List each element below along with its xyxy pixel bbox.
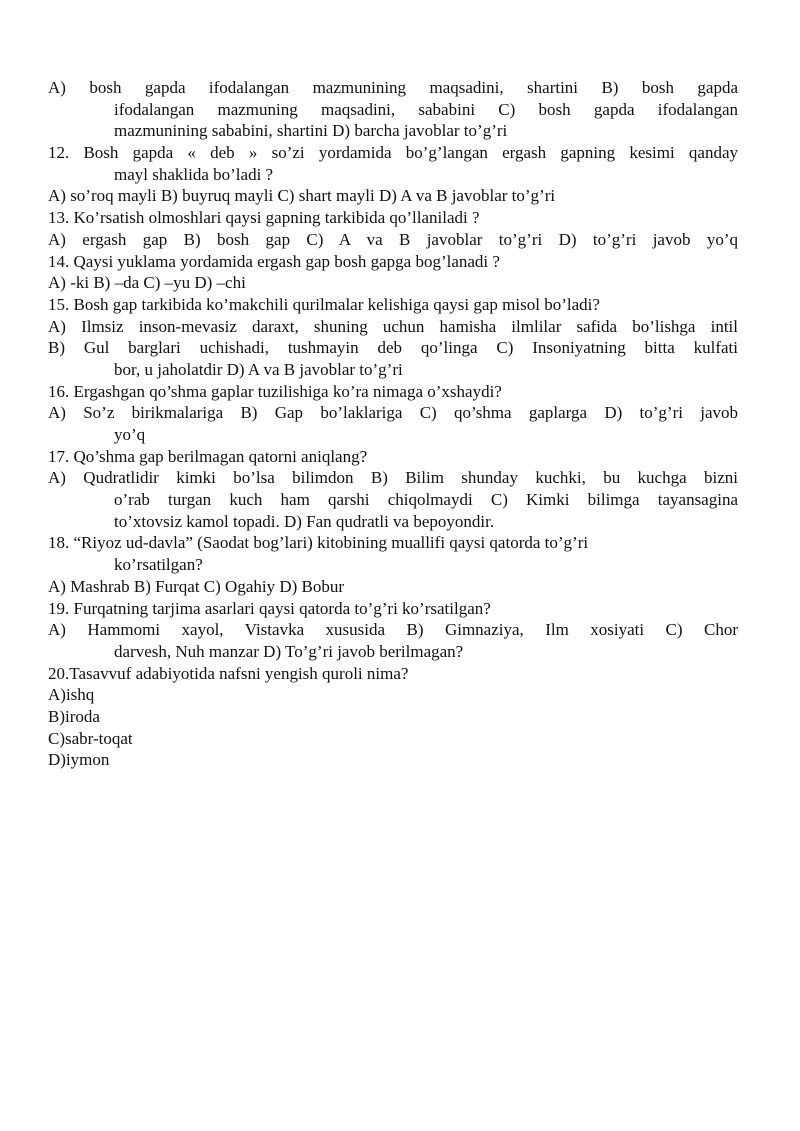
text-line: mazmunining sababini, shartini D) barcha javoblar to’g’ri — [114, 121, 508, 141]
text-line: to’xtovsiz kamol topadi. D) Fan qudratli va bepoyondir. — [114, 511, 495, 531]
option-c: C)sabr-toqat — [48, 728, 133, 748]
question-13: 13. Ko’rsatish olmoshlari qaysi gapning tarkibida qo’llaniladi ? — [48, 208, 480, 228]
question-16: 16. Ergashgan qo’shma gaplar tuzilishiga ko’ra nimaga o’xshaydi? — [48, 381, 502, 401]
text-line: mayl shaklida bo’ladi ? — [114, 164, 274, 184]
option-b: B)iroda — [48, 706, 100, 726]
option-d: D)iymon — [48, 750, 110, 770]
text-line: A) bosh gapda ifodalangan mazmunining maqsadini, shartini B) bosh gapda — [48, 78, 738, 97]
answer-line: A) so’roq mayli B) buyruq mayli C) shart mayli D) A va B javoblar to’g’ri — [48, 186, 556, 206]
answer-line: A) -ki B) –da C) –yu D) –chi — [48, 273, 246, 293]
text-line: darvesh, Nuh manzar D) To’g’ri javob berilmagan? — [114, 641, 464, 661]
question-12: 12. Bosh gapda « deb » so’zi yordamida bo’g’langan ergash gapning kesimi qanday — [48, 143, 738, 163]
question-20: 20.Tasavvuf adabiyotida nafsni yengish quroli nima? — [48, 663, 409, 683]
answer-line: A) Ilmsiz inson-mevasiz daraxt, shuning uchun hamisha ilmlilar safida bo’lishga intil — [48, 316, 738, 336]
question-18: 18. “Riyoz ud-davla” (Saodat bog’lari) kitobining muallifi qaysi qatorda to’g’ri — [48, 533, 589, 553]
question-19: 19. Furqatning tarjima asarlari qaysi qatorda to’g’ri ko’rsatilgan? — [48, 598, 491, 618]
answer-line: A) Hammomi xayol, Vistavka xususida B) Gimnaziya, Ilm xosiyati C) Chor — [48, 620, 738, 640]
answer-line: B) Gul barglari uchishadi, tushmayin deb qo’linga C) Insoniyatning bitta kulfati — [48, 338, 738, 358]
option-a: A)ishq — [48, 685, 95, 705]
question-14: 14. Qaysi yuklama yordamida ergash gap bosh gapga bog’lanadi ? — [48, 251, 500, 271]
document-page — [48, 77, 748, 771]
text-line: o’rab turgan kuch ham qarshi chiqolmaydi C) Kimki bilimga tayansagina — [114, 490, 738, 510]
answer-line: A) Mashrab B) Furqat C) Ogahiy D) Bobur — [48, 576, 345, 596]
text-line: ko’rsatilgan? — [114, 555, 203, 575]
text-line: bor, u jaholatdir D) A va B javoblar to’g’ri — [114, 359, 403, 379]
question-15: 15. Bosh gap tarkibida ko’makchili qurilmalar kelishiga qaysi gap misol bo’ladi? — [48, 294, 600, 314]
answer-line: A) ergash gap B) bosh gap C) A va B javoblar to’g’ri D) to’g’ri javob yo’q — [48, 229, 738, 249]
text-line: yo’q — [114, 425, 146, 444]
question-17: 17. Qo’shma gap berilmagan qatorni aniqlang? — [48, 446, 368, 466]
answer-line: A) Qudratlidir kimki bo’lsa bilimdon B) Bilim shunday kuchki, bu kuchga bizni — [48, 468, 738, 488]
answer-line: A) So’z birikmalariga B) Gap bo’laklariga C) qo’shma gaplarga D) to’g’ri javob — [48, 403, 738, 423]
text-line: ifodalangan mazmuning maqsadini, sababini C) bosh gapda ifodalangan — [114, 99, 738, 119]
